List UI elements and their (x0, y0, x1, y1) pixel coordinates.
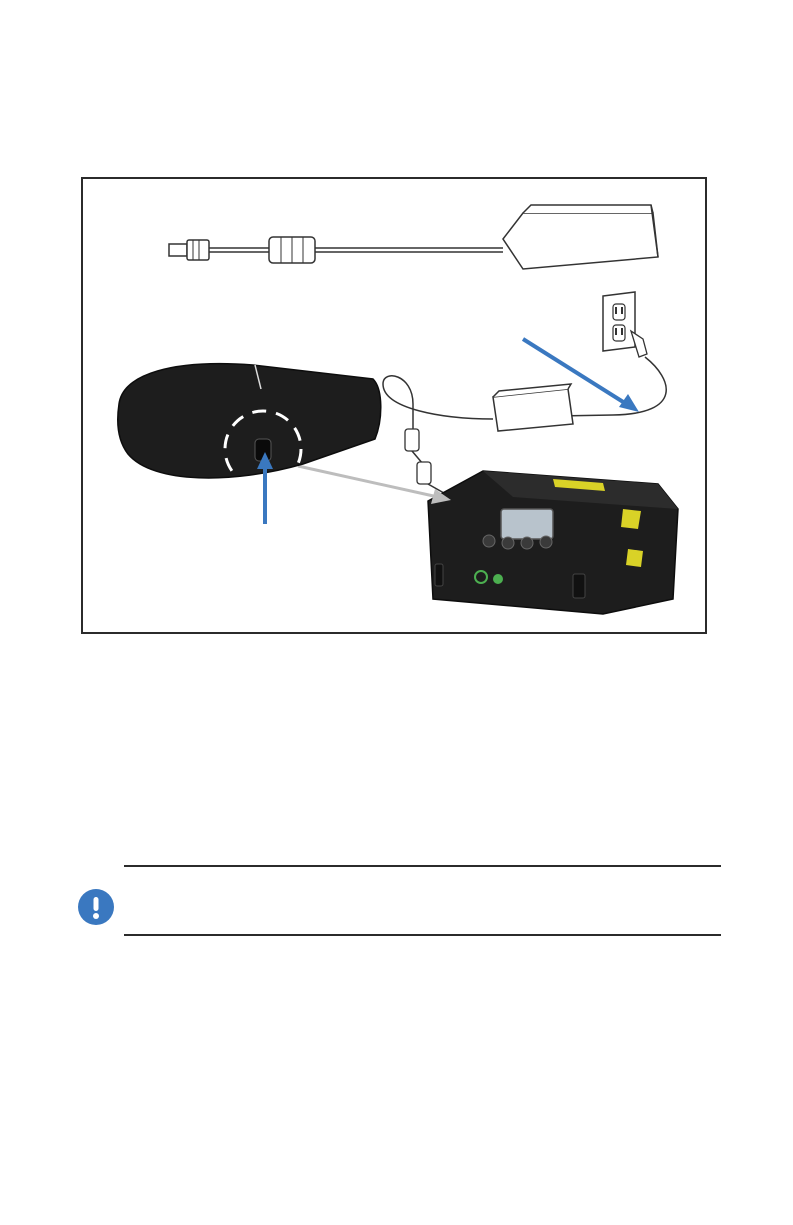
printer-closeup-illustration (118, 364, 381, 487)
note-bottom-rule (124, 934, 721, 936)
connection-illustration (83, 179, 705, 632)
note-top-rule (124, 865, 721, 867)
exclamation-circle-icon (77, 888, 115, 926)
printer-illustration (428, 471, 678, 614)
wall-outlet-illustration (603, 292, 647, 357)
ac-adapter-illustration (169, 205, 658, 269)
figure-frame (81, 177, 707, 634)
